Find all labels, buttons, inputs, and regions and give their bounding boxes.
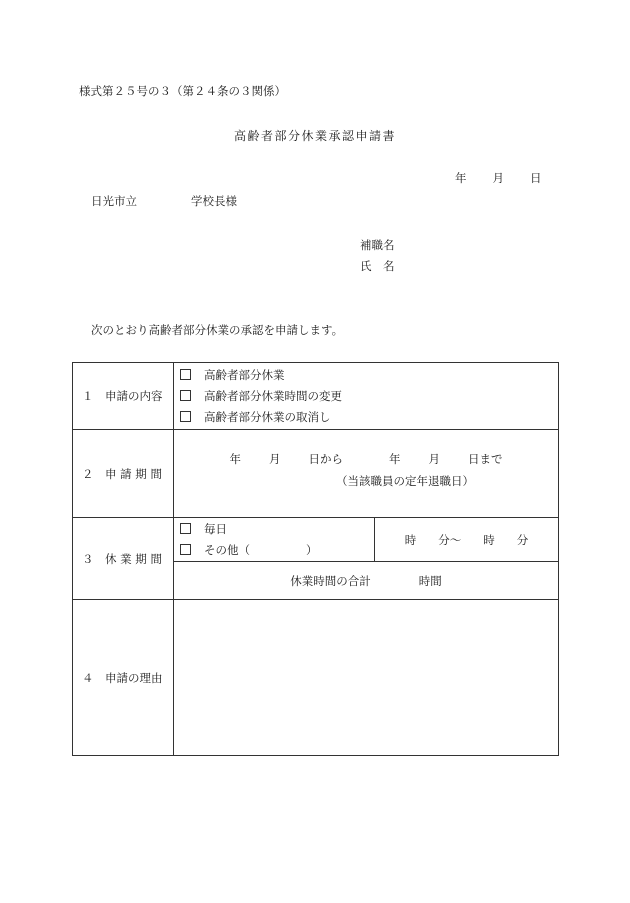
checkbox-icon[interactable] bbox=[180, 544, 191, 555]
date-day-label: 日 bbox=[530, 171, 542, 185]
period-note: （当該職員の定年退職日） bbox=[336, 473, 474, 488]
table-row bbox=[73, 430, 559, 518]
addressee-city: 日光市立 bbox=[91, 194, 137, 208]
leave-type-cell bbox=[174, 518, 375, 562]
table-row bbox=[73, 363, 559, 430]
period-end-month: 月 bbox=[428, 451, 440, 466]
table-row bbox=[73, 518, 559, 562]
document-title: 高齢者部分休業承認申請書 bbox=[233, 129, 396, 143]
applicant-name-label: 氏 名 bbox=[360, 259, 395, 273]
date-year-label: 年 bbox=[455, 171, 467, 185]
date-month-label: 月 bbox=[492, 171, 504, 185]
total-hours-cell[interactable] bbox=[174, 562, 559, 600]
time-start-minute: 分～ bbox=[438, 532, 462, 547]
option-change-hours[interactable] bbox=[174, 386, 558, 407]
option-label: 毎日 bbox=[204, 521, 227, 536]
option-label: 高齢者部分休業時間の変更 bbox=[204, 388, 342, 403]
date-line bbox=[455, 170, 542, 186]
option-label: 高齢者部分休業の取消し bbox=[204, 409, 331, 424]
period-cell[interactable] bbox=[174, 430, 559, 518]
option-cancel[interactable] bbox=[174, 407, 558, 428]
leave-time-cell[interactable] bbox=[375, 518, 559, 562]
option-other-close: ） bbox=[306, 542, 318, 557]
time-end-minute: 分 bbox=[516, 532, 529, 547]
checkbox-icon[interactable] bbox=[180, 369, 191, 380]
row-label-content: １ 申請の内容 bbox=[73, 363, 174, 430]
applicant-title-label: 補職名 bbox=[360, 238, 395, 252]
period-end-day: 日まで bbox=[468, 451, 503, 466]
row-label-period: ２ 申 請 期 間 bbox=[73, 430, 174, 518]
time-end-hour: 時 bbox=[483, 532, 495, 547]
period-start-month: 月 bbox=[269, 451, 281, 466]
option-other[interactable] bbox=[174, 540, 374, 561]
content-options-cell bbox=[174, 363, 559, 430]
total-hours-label: 休業時間の合計 bbox=[290, 573, 371, 588]
period-start-year: 年 bbox=[229, 451, 241, 466]
option-label: その他（ bbox=[204, 542, 250, 557]
option-label: 高齢者部分休業 bbox=[204, 367, 285, 382]
application-table bbox=[72, 362, 559, 756]
row-label-reason: ４ 申請の理由 bbox=[73, 600, 174, 756]
period-start-day: 日から bbox=[308, 451, 343, 466]
time-start-hour: 時 bbox=[404, 532, 417, 547]
addressee bbox=[91, 193, 237, 209]
total-hours-unit: 時間 bbox=[418, 573, 442, 588]
table-row bbox=[73, 600, 559, 756]
checkbox-icon[interactable] bbox=[180, 523, 191, 534]
reason-cell[interactable] bbox=[174, 600, 559, 756]
row-label-leave-period: ３ 休 業 期 間 bbox=[73, 518, 174, 600]
period-end-year: 年 bbox=[389, 451, 401, 466]
option-partial-leave[interactable] bbox=[174, 365, 558, 386]
form-number: 様式第２５号の３（第２４条の３関係） bbox=[79, 84, 286, 98]
intro-text: 次のとおり高齢者部分休業の承認を申請します。 bbox=[91, 323, 344, 337]
option-daily[interactable] bbox=[174, 519, 374, 540]
checkbox-icon[interactable] bbox=[180, 411, 191, 422]
addressee-school: 学校長様 bbox=[191, 194, 237, 208]
period-range bbox=[174, 451, 558, 467]
checkbox-icon[interactable] bbox=[180, 390, 191, 401]
